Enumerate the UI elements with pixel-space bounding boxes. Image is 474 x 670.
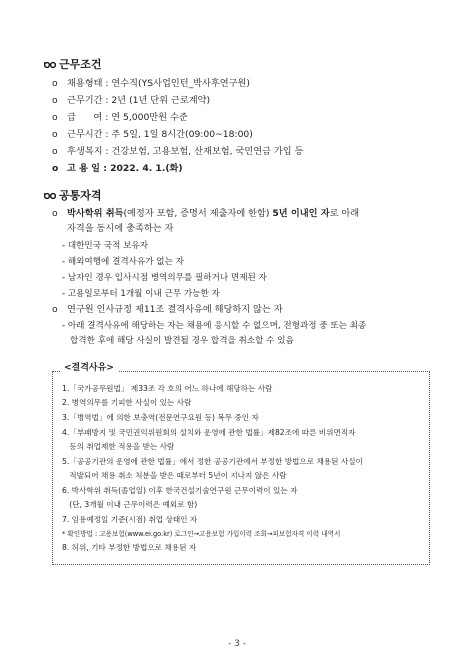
qualification-sub: - 대한민국 국적 보유자 xyxy=(62,241,149,251)
disqualification-item: 2. 병역의무를 기피한 사실이 있는 사람 xyxy=(62,398,192,407)
section-heading-common-qualifications xyxy=(44,187,102,203)
condition-row: o 근무기간 : 2년 (1년 단위 근로계약) xyxy=(52,95,211,106)
disqualification-item: 8. 허위, 기타 부정한 방법으로 채용된 자 xyxy=(62,543,197,552)
disqualification-item: 4.「부패방지 및 국민권익위원회의 설치와 운영에 관한 법률」제82조에 따른 비위면직자 xyxy=(62,428,356,437)
qualification-sub: - 해외여행에 결격사유가 없는 자 xyxy=(62,257,184,267)
condition-row: o 채용형태 : 연수직(YS사업인턴_박사후연구원) xyxy=(52,78,251,89)
qualification-main-1-cont: 자격을 동시에 충족하는 자 xyxy=(67,223,174,234)
disqualification-item: 6. 박사학위 취득(졸업일) 이후 한국건설기술연구원 근무이력이 있는 자 xyxy=(62,486,298,495)
section-title: 공통자격 xyxy=(59,189,102,202)
condition-row: o 근무시간 : 주 5일, 1일 8시간(09:00~18:00) xyxy=(52,129,253,140)
disqualification-box-title: <결격사유> xyxy=(60,360,118,373)
disqualification-item: 적발되어 채용 취소 처분을 받은 때로부터 5년이 지나지 않은 사람 xyxy=(62,471,287,480)
qualification-sub2-line1: - 아래 결격사유에 해당하는 자는 채용에 응시할 수 없으며, 전형과정 중 또는 최종 xyxy=(62,321,367,331)
disqualification-item: (단, 3개월 이내 근무이력은 예외로 함) xyxy=(62,500,198,509)
glasses-icon xyxy=(44,190,56,199)
disqualification-item: 등의 취업제한 적용을 받는 사람 xyxy=(62,442,175,451)
condition-row: o 후생복지 : 건강보험, 고용보험, 산재보험, 국민연금 가입 등 xyxy=(52,146,304,157)
disqualification-note: * 확인방법 : 고용보험(www.ei.go.kr) 로그인→고용보험 가입이력 조회→피보험자격 이력 내역서 xyxy=(62,530,341,538)
glasses-icon xyxy=(44,59,56,68)
condition-row: o 급 여 : 연 5,000만원 수준 xyxy=(52,112,188,123)
condition-row-hire-date: o 고 용 일 : 2022. 4. 1.(화) xyxy=(52,163,183,174)
qualification-main-2: o 연구원 인사규정 제11조 결격사유에 해당하지 않는 자 xyxy=(52,304,283,315)
qualification-sub: - 고용일로부터 1개월 이내 근무 가능한 자 xyxy=(62,289,220,299)
disqualification-item: 7. 임용예정일 기준(시점) 취업 상태인 자 xyxy=(62,515,198,524)
disqualification-item: 1.「국가공무원법」 제33조 각 호의 어느 하나에 해당하는 사람 xyxy=(62,384,273,393)
section-title: 근무조건 xyxy=(59,58,102,71)
section-heading-work-conditions xyxy=(44,56,102,72)
qualification-sub2-line2: 합격한 후에 해당 사실이 발견될 경우 합격을 취소할 수 있음 xyxy=(70,336,294,346)
qualification-sub: - 남자인 경우 입사시점 병역의무를 필하거나 면제된 자 xyxy=(62,273,267,283)
disqualification-item: 3.「병역법」에 의한 보충역(전문연구요원 등) 복무 중인 자 xyxy=(62,413,259,422)
page-number: - 3 - xyxy=(228,639,246,649)
qualification-main-1: o 박사학위 취득(예정자 포함, 증명서 제출자에 한함) 5년 이내인 자로 아래 xyxy=(52,208,360,219)
disqualification-item: 5.「공공기관의 운영에 관한 법률」에서 정한 공공기관에서 부정한 방법으로 채용된 사실이 xyxy=(62,457,363,466)
